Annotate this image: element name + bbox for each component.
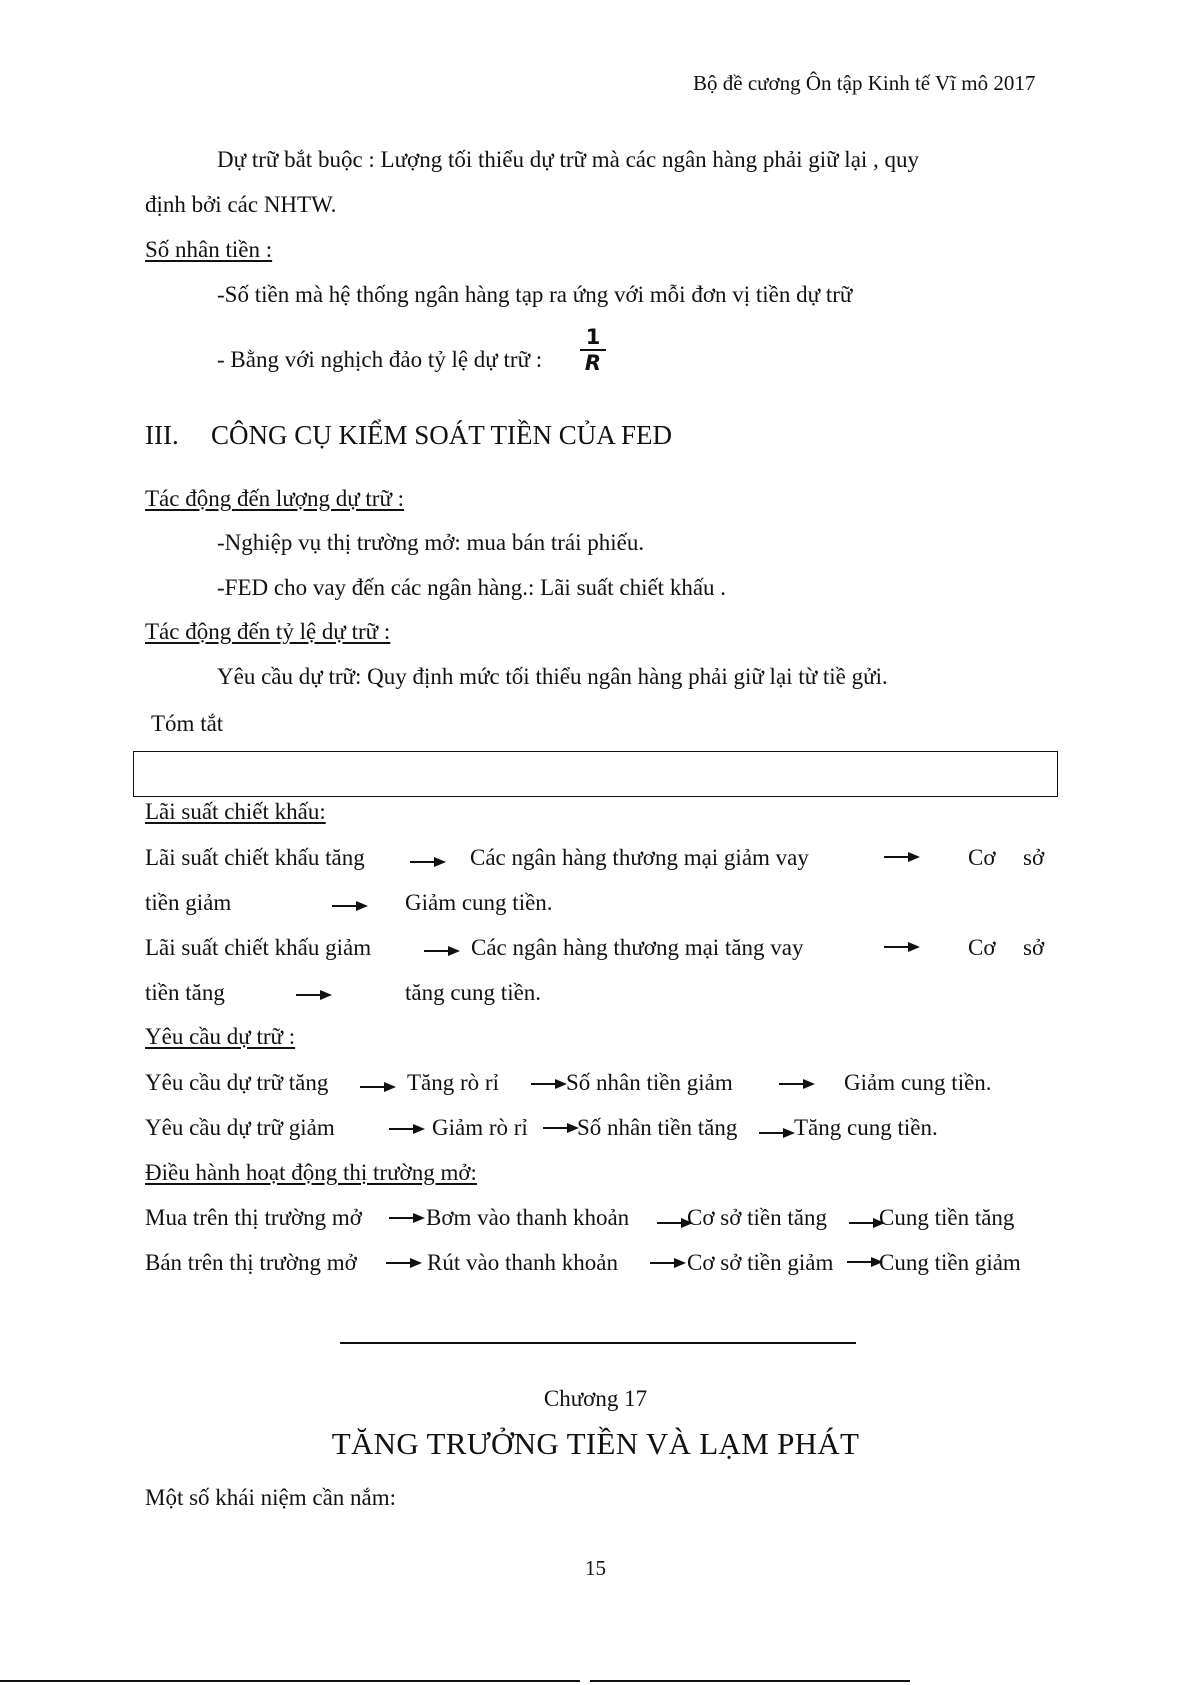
discount-down-result: tăng cung tiền. <box>405 980 542 1005</box>
arrow-right-icon <box>543 1121 579 1135</box>
chapter-label: Chương 17 <box>543 1386 648 1411</box>
discount-down-effect-1: Các ngân hàng thương mại tăng vay <box>471 935 804 960</box>
summary-label: Tóm tắt <box>151 711 224 736</box>
concepts-intro: Một số khái niệm cần nắm: <box>145 1485 397 1510</box>
page-number: 15 <box>585 1556 606 1580</box>
arrow-right-icon <box>296 988 332 1002</box>
open-market-sell-action: Bán trên thị trường mở <box>145 1250 357 1275</box>
arrow-right-icon <box>424 944 460 958</box>
arrow-right-icon <box>779 1077 815 1091</box>
discount-up-base: tiền giảm <box>145 890 232 915</box>
fraction-numerator: 1 <box>585 325 601 349</box>
open-market-sell-result: Cung tiền giảm <box>879 1250 1021 1275</box>
reserve-down-effect-2: Số nhân tiền tăng <box>577 1115 738 1140</box>
arrow-right-icon <box>389 1122 425 1136</box>
bottom-border-left <box>0 1680 580 1682</box>
reserves-impact-heading: Tác động đến lượng dự trữ : <box>145 486 405 511</box>
discount-down-co: Cơ <box>968 935 996 960</box>
reserve-ratio-fraction <box>580 326 606 374</box>
arrow-right-icon <box>650 1256 686 1270</box>
reserve-down-result: Tăng cung tiền. <box>794 1115 938 1140</box>
ratio-impact-heading: Tác động đến tỷ lệ dự trữ : <box>145 619 391 644</box>
arrow-right-icon <box>360 1080 396 1094</box>
discount-up-result: Giảm cung tiền. <box>405 890 553 915</box>
money-multiplier-formula-text: - Bằng với nghịch đảo tỷ lệ dự trữ : <box>217 347 543 372</box>
arrow-right-icon <box>847 1255 883 1269</box>
reserve-requirement-heading: Yêu cầu dự trữ : <box>145 1024 296 1049</box>
section-divider <box>340 1342 856 1344</box>
discount-up-cause: Lãi suất chiết khấu tăng <box>145 845 365 870</box>
reserve-up-result: Giảm cung tiền. <box>844 1070 992 1095</box>
discount-down-so: sở <box>1023 935 1045 960</box>
open-market-sell-effect-2: Cơ sở tiền giảm <box>687 1250 834 1275</box>
reserve-down-cause: Yêu cầu dự trữ giảm <box>145 1115 335 1140</box>
reserve-up-effect-1: Tăng rò rỉ <box>407 1070 499 1095</box>
discount-rate-heading: Lãi suất chiết khấu: <box>145 799 326 824</box>
summary-box <box>133 751 1058 797</box>
open-market-sell-effect-1: Rút vào thanh khoản <box>427 1250 618 1275</box>
required-reserve-line-2: định bởi các NHTW. <box>145 192 337 217</box>
section-number: III. <box>145 420 179 450</box>
arrow-right-icon <box>531 1077 567 1091</box>
arrow-right-icon <box>410 855 446 869</box>
discount-down-cause: Lãi suất chiết khấu giảm <box>145 935 372 960</box>
arrow-right-icon <box>332 899 368 913</box>
reserve-up-effect-2: Số nhân tiền giảm <box>566 1070 733 1095</box>
arrow-right-icon <box>759 1126 795 1140</box>
arrow-right-icon <box>884 850 920 864</box>
arrow-right-icon <box>389 1211 425 1225</box>
reserves-impact-item-1: -Nghiệp vụ thị trường mở: mua bán trái phiếu. <box>217 530 645 555</box>
section-title: CÔNG CỤ KIỂM SOÁT TIỀN CỦA FED <box>211 420 673 450</box>
discount-up-co: Cơ <box>968 845 996 870</box>
open-market-buy-result: Cung tiền tăng <box>879 1205 1015 1230</box>
arrow-right-icon <box>884 940 920 954</box>
running-header: Bộ đề cương Ôn tập Kinh tế Vĩ mô 2017 <box>693 71 1036 95</box>
open-market-heading: Điều hành hoạt động thị trường mở: <box>145 1160 477 1185</box>
money-multiplier-definition: -Số tiền mà hệ thống ngân hàng tạp ra ứng với mỗi đơn vị tiền dự trữ <box>217 282 853 307</box>
discount-down-base: tiền tăng <box>145 980 225 1005</box>
open-market-buy-effect-1: Bơm vào thanh khoản <box>426 1205 630 1230</box>
ratio-impact-item-1: Yêu cầu dự trữ: Quy định mức tối thiểu ngân hàng phải giữ lại từ tiề gửi. <box>217 664 888 689</box>
reserve-up-cause: Yêu cầu dự trữ tăng <box>145 1070 329 1095</box>
money-multiplier-heading: Số nhân tiền : <box>145 237 273 262</box>
arrow-right-icon <box>386 1256 422 1270</box>
required-reserve-line-1: Dự trữ bắt buộc : Lượng tối thiểu dự trữ mà các ngân hàng phải giữ lại , quy <box>217 147 920 172</box>
chapter-title: TĂNG TRƯỞNG TIỀN VÀ LẠM PHÁT <box>331 1426 860 1461</box>
discount-up-effect-1: Các ngân hàng thương mại giảm vay <box>470 845 809 870</box>
bottom-border-right <box>590 1680 910 1682</box>
open-market-buy-effect-2: Cơ sở tiền tăng <box>687 1205 827 1230</box>
reserve-down-effect-1: Giảm rò rỉ <box>432 1115 528 1140</box>
discount-up-so: sở <box>1023 845 1045 870</box>
reserves-impact-item-2: -FED cho vay đến các ngân hàng.: Lãi suất chiết khấu . <box>217 575 727 600</box>
open-market-buy-action: Mua trên thị trường mở <box>145 1205 362 1230</box>
fraction-denominator: R <box>584 351 602 375</box>
